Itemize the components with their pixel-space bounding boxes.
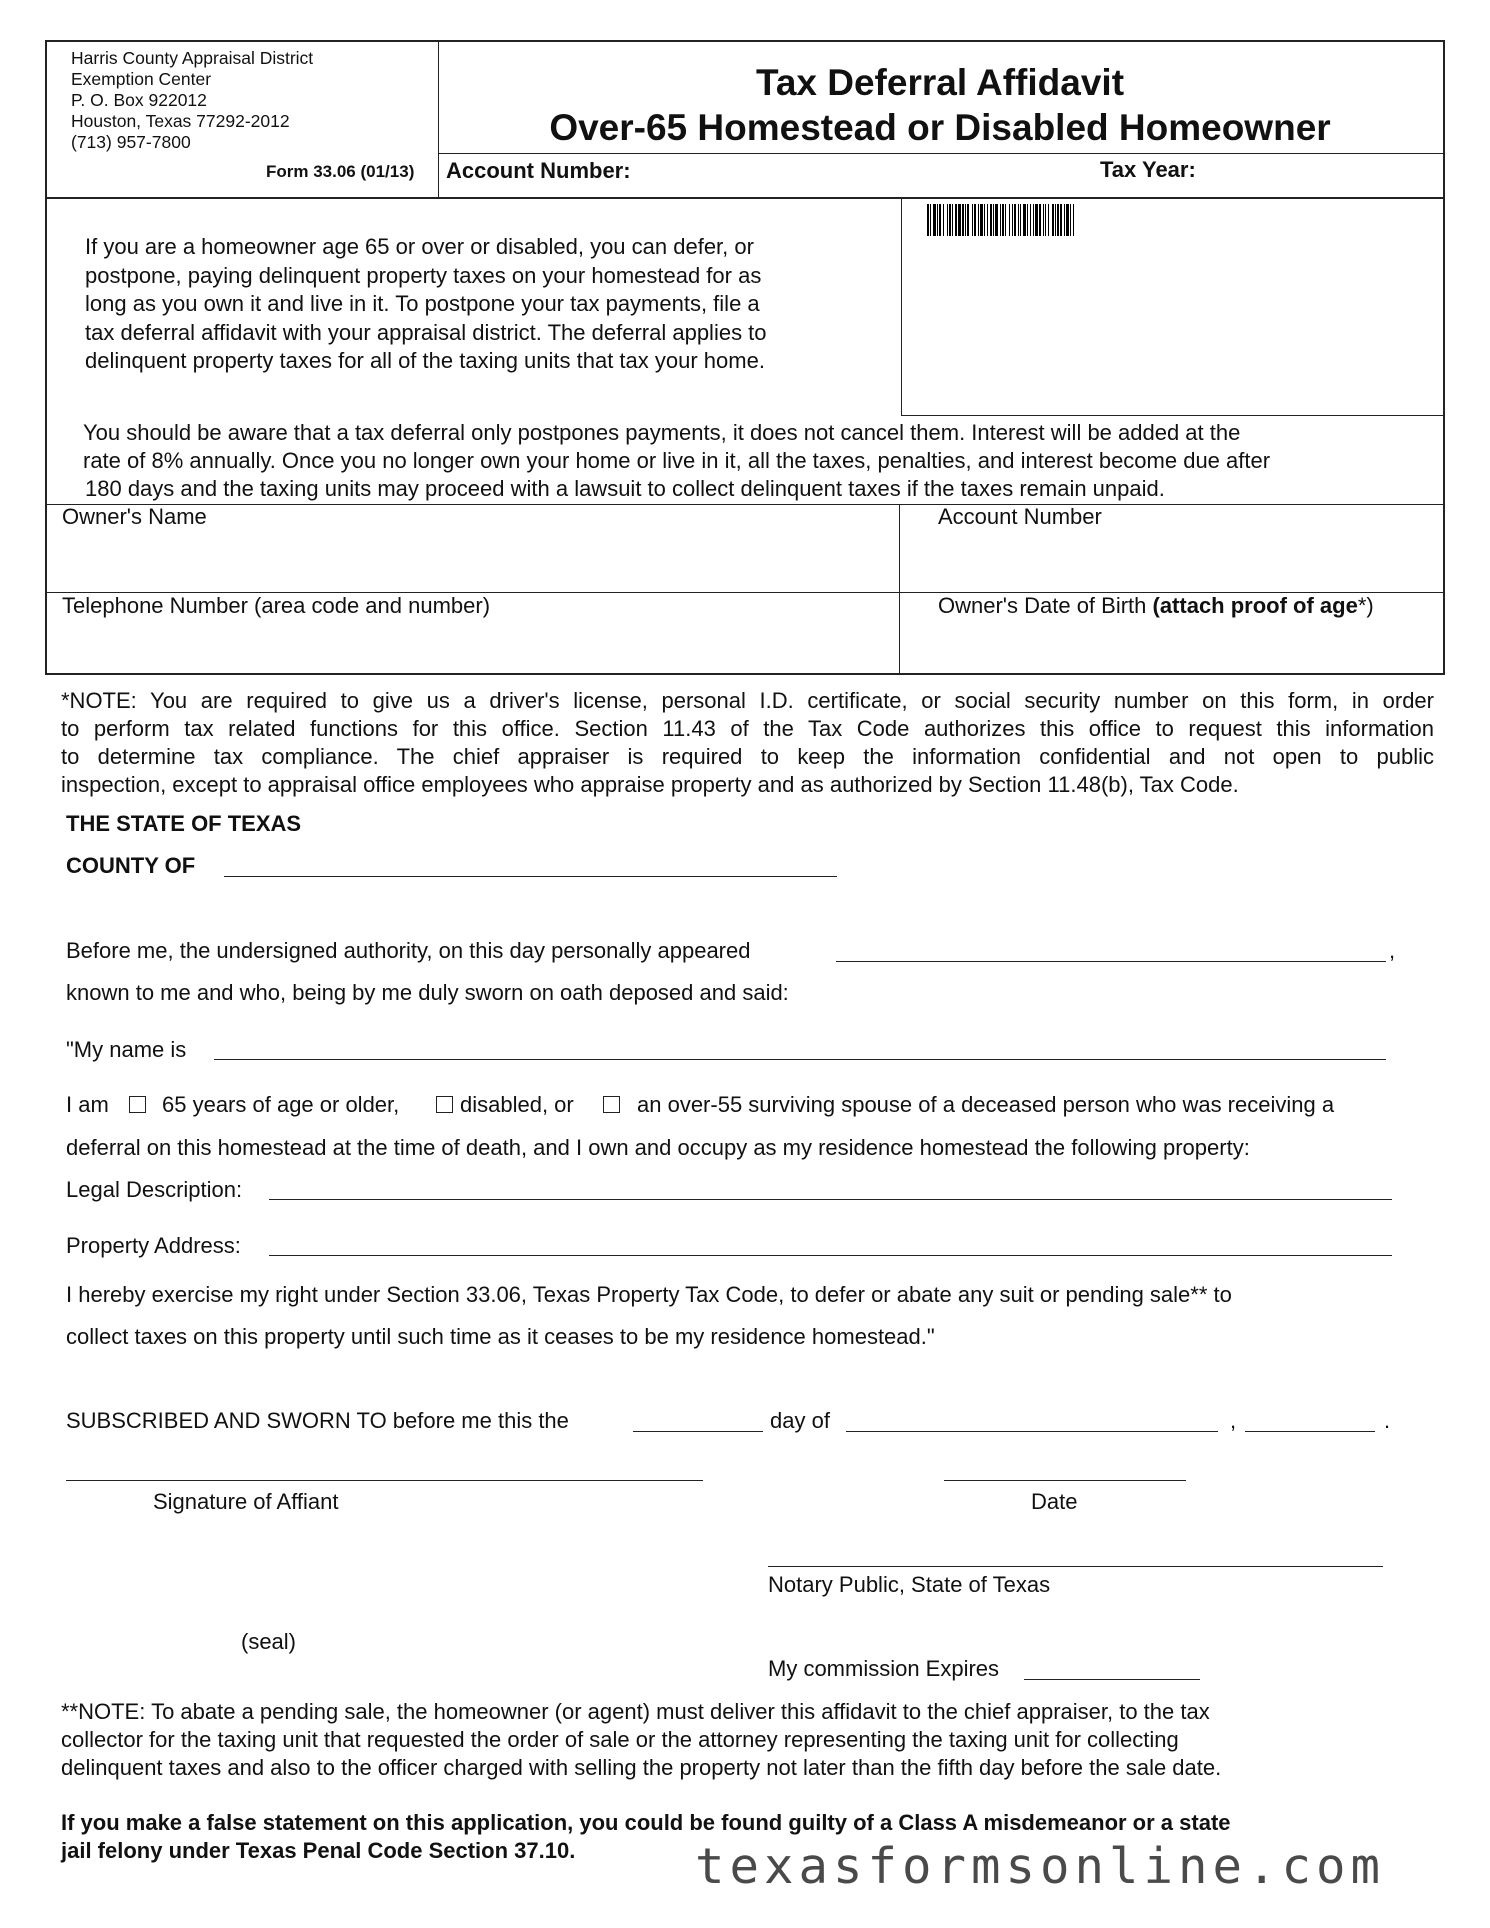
county-of-label: COUNTY OF <box>66 853 196 878</box>
exercise-right-line: collect taxes on this property until such time as it ceases to be my residence homestead." <box>66 1324 935 1349</box>
address-line: P. O. Box 922012 <box>71 90 207 110</box>
intro-line: long as you own it and live in it. To postpone your tax payments, file a <box>85 291 760 316</box>
over-65-label: 65 years of age or older, <box>162 1092 400 1117</box>
pending-sale-note <box>61 1698 1441 1782</box>
seal-label: (seal) <box>241 1629 297 1654</box>
year-comma: , <box>1230 1408 1237 1433</box>
form-number: Form 33.06 (01/13) <box>266 162 415 181</box>
intro-paragraph <box>85 233 885 376</box>
id-requirement-note <box>61 687 1434 799</box>
intro-line: postpone, paying delinquent property taxes on your homestead for as <box>85 262 762 288</box>
pending-sale-line: collector for the taxing unit that requested the order of sale or the attorney representing the taxing unit for collecting <box>61 1727 1179 1752</box>
interest-warning-line: rate of 8% annually. Once you no longer own your home or live in it, all the taxes, penalties, and interest become due after <box>83 448 1271 473</box>
note-line: to perform tax related functions for this office. Section 11.43 of the Tax Code authorizes this office to request this information <box>61 716 1434 741</box>
note-line: *NOTE: You are required to give us a driver's license, personal I.D. certificate, or social security number on this form, in order <box>61 688 1434 713</box>
notary-public-label: Notary Public, State of Texas <box>768 1572 1051 1597</box>
sworn-day-field[interactable] <box>633 1431 763 1432</box>
over-65-checkbox[interactable] <box>129 1096 146 1113</box>
address-line: Houston, Texas 77292-2012 <box>71 111 290 131</box>
exercise-right-text <box>66 1274 1232 1358</box>
my-name-label: "My name is <box>66 1037 187 1062</box>
district-address <box>71 48 411 153</box>
surviving-spouse-label: an over-55 surviving spouse of a deceased person who was receiving a <box>637 1092 1335 1117</box>
warning-line: jail felony under Texas Penal Code Section 37.10. <box>61 1838 576 1863</box>
sworn-period: . <box>1384 1408 1391 1433</box>
i-am-label: I am <box>66 1092 109 1117</box>
affiant-signature-line[interactable] <box>66 1480 703 1481</box>
property-address-label: Property Address: <box>66 1233 241 1258</box>
owner-fields-top-line <box>46 504 1444 505</box>
before-me-text: Before me, the undersigned authority, on this day personally appeared <box>66 938 751 963</box>
surviving-spouse-checkbox[interactable] <box>603 1096 620 1113</box>
date-signature-line[interactable] <box>944 1480 1186 1481</box>
exercise-right-line: I hereby exercise my right under Section 33.06, Texas Property Tax Code, to defer or abate any suit or pending sale** to <box>66 1282 1232 1307</box>
notary-signature-line[interactable] <box>768 1566 1383 1567</box>
signature-of-affiant-label: Signature of Affiant <box>153 1489 339 1514</box>
address-line: (713) 957-7800 <box>71 132 191 152</box>
form-title-line1: Tax Deferral Affidavit <box>755 62 1125 103</box>
sworn-year-field[interactable] <box>1245 1431 1375 1432</box>
dob-proof-note: (attach proof of age* <box>1152 593 1367 618</box>
sworn-oath-text: known to me and who, being by me duly sworn on oath deposed and said: <box>66 980 789 1005</box>
interest-warning-line: You should be aware that a tax deferral only postpones payments, it does not cancel them. Interest will be added at the <box>83 420 1241 445</box>
dob-label: Owner's Date of Birth <box>938 593 1153 618</box>
commission-expires-field[interactable] <box>1024 1679 1200 1680</box>
warning-line: If you make a false statement on this application, you could be found guilty of a Class A misdemeanor or a state <box>61 1810 1231 1835</box>
date-of-birth-field[interactable]: Owner's Date of Birth (attach proof of age*) <box>938 593 1374 618</box>
disabled-label: disabled, or <box>460 1092 574 1117</box>
barcode <box>927 204 1179 236</box>
county-field[interactable] <box>224 876 837 877</box>
date-label: Date <box>1031 1489 1078 1514</box>
owner-fields-divider <box>899 504 900 674</box>
barcode-box-divider <box>901 198 902 416</box>
deferral-homestead-text: deferral on this homestead at the time of death, and I own and occupy as my residence homestead the following property: <box>66 1135 1250 1160</box>
note-line: inspection, except to appraisal office employees who appraise property and as authorized by Section 11.48(b), Tax Code. <box>61 772 1239 797</box>
intro-line: delinquent property taxes for all of the taxing units that tax your home. <box>85 348 765 373</box>
owners-name-field[interactable]: Owner's Name <box>62 504 207 529</box>
legal-description-field[interactable] <box>269 1199 1392 1200</box>
legal-description-label: Legal Description: <box>66 1177 243 1202</box>
my-name-field[interactable] <box>214 1059 1386 1060</box>
barcode-box-bottom <box>901 415 1444 416</box>
account-number-field[interactable]: Account Number <box>938 504 1102 529</box>
commission-expires-label: My commission Expires <box>768 1656 1000 1681</box>
header-divider <box>438 41 439 198</box>
intro-line: tax deferral affidavit with your appraisal district. The deferral applies to <box>85 319 767 345</box>
pending-sale-line: delinquent taxes and also to the officer charged with selling the property not later than the fifth day before the sale date. <box>61 1755 1222 1780</box>
note-line: to determine tax compliance. The chief appraiser is required to keep the information confidential and not open to public <box>61 744 1434 769</box>
disabled-checkbox[interactable] <box>436 1096 453 1113</box>
form-title-line2: Over-65 Homestead or Disabled Homeowner <box>549 107 1331 148</box>
address-line: Harris County Appraisal District <box>71 48 314 68</box>
subscribed-sworn-text: SUBSCRIBED AND SWORN TO before me this the <box>66 1408 569 1433</box>
day-of-label: day of <box>770 1408 830 1433</box>
header-account-row-line <box>439 153 1444 154</box>
interest-warning-paragraph <box>83 419 1443 503</box>
account-number-label: Account Number: <box>446 158 631 183</box>
appeared-comma: , <box>1389 938 1396 963</box>
telephone-field[interactable]: Telephone Number (area code and number) <box>62 593 491 618</box>
intro-line: If you are a homeowner age 65 or over or disabled, you can defer, or <box>85 234 754 259</box>
pending-sale-line: **NOTE: To abate a pending sale, the homeowner (or agent) must deliver this affidavit to the chief appraiser, to the tax <box>61 1699 1210 1724</box>
property-address-field[interactable] <box>269 1255 1392 1256</box>
address-line: Exemption Center <box>71 69 212 89</box>
appeared-name-field[interactable] <box>836 961 1386 962</box>
site-watermark: texasformsonline.com <box>695 1838 1386 1895</box>
tax-year-label: Tax Year: <box>1100 157 1196 182</box>
sworn-month-field[interactable] <box>846 1431 1218 1432</box>
state-of-texas: THE STATE OF TEXAS <box>66 811 302 836</box>
interest-warning-line: 180 days and the taxing units may proceed with a lawsuit to collect delinquent taxes if the taxes remain unpaid. <box>85 476 1165 501</box>
